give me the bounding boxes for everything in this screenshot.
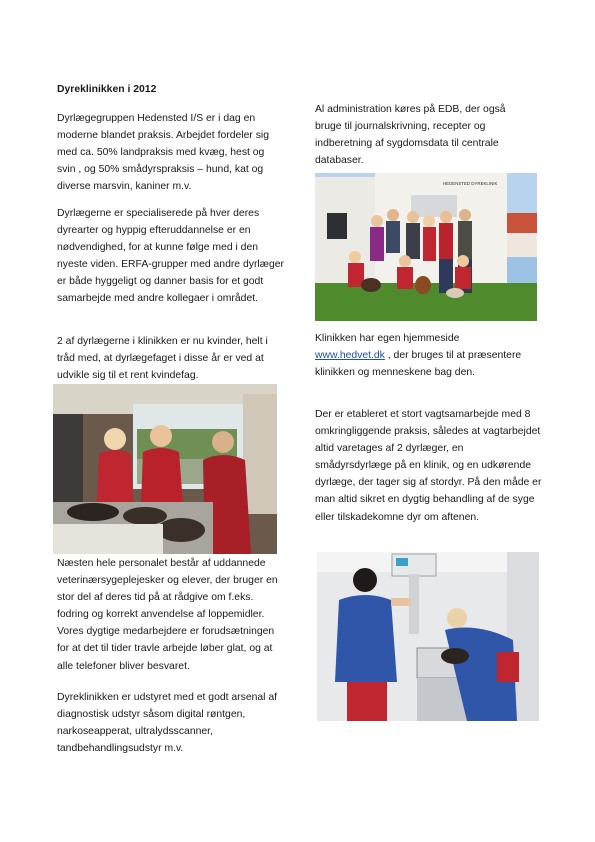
website-link[interactable]: www.hedvet.dk — [315, 350, 385, 362]
paragraph-specialisation: Dyrlægerne er specialiserede på hver deres dyrearter og hyppig efteruddannelse er en nødvendighed, for at kunne følge med i den nyeste viden. ERFA-grupper med andre dyrlæger er både hyggeligt og danner basis for et godt samarbejde med andre kollegaer i området. — [57, 208, 284, 305]
paragraph-practice-intro: Dyrlægegruppen Hedensted I/S er i dag en moderne blandet praksis. Arbejdet fordeler sig med ca. 50% landpraksis med kvæg, hest og svin , og 50% smådyrspraksis – hund, kat og diverse marsvin, kaniner m.v. — [57, 113, 269, 193]
photo-xray-room — [317, 552, 539, 721]
paragraph-on-call: Der er etableret et stort vagtsamarbejde med 8 omkringliggende praksis, således at vagtarbejdet altid varetages af 2 dyrlæger, en smådyrsdyrlæge på en klinik, og en udkørende dyrlæge, der tager sig af stordyr. På den måde er man altid sikret en dygtig behandling af de syge eller tilskadekomne dyr om aftenen. — [315, 409, 542, 523]
website-text-after: , der bruges til at præsentere klinikken og menneskene bag den. — [315, 350, 522, 379]
paragraph-equipment: Dyreklinikken er udstyret med et godt arsenal af diagnostisk udstyr såsom digital røntgen, narkoseapperat, ultralydsscanner, tandbehandlingsudstyr m.v. — [57, 692, 278, 755]
photo-surgery-nurses — [53, 384, 277, 554]
paragraph-women-vets: 2 af dyrlægerne i klinikken er nu kvinder, helt i tråd med, at dyrlægefaget i disse år er ved at udvikle sig til et rent kvindefag. — [57, 336, 268, 382]
paragraph-website — [315, 330, 545, 381]
paragraph-administration: Al administration køres på EDB, der også bruge til journalskrivning, recepter og indberetning af sygdomsdata til centrale databaser. — [315, 104, 506, 167]
photo-clinic-staff — [315, 173, 537, 321]
building-sign: HEDENSTED DYREKLINIK — [443, 181, 498, 186]
website-text-before: Klinikken har egen hjemmeside — [315, 333, 460, 344]
page-title: Dyreklinikken i 2012 — [57, 84, 157, 95]
paragraph-staff: Næsten hele personalet består af uddannede veterinærsygeplejesker og elever, der bruger en stor del af deres tid på at rådgive om f.eks. fodring og korrekt anvendelse af loppemidler. Vores dygtige medarbejdere er forudsætningen for at det til tider travle arbejde løber glat, og at alle telefoner bliver besvaret. — [57, 558, 278, 672]
